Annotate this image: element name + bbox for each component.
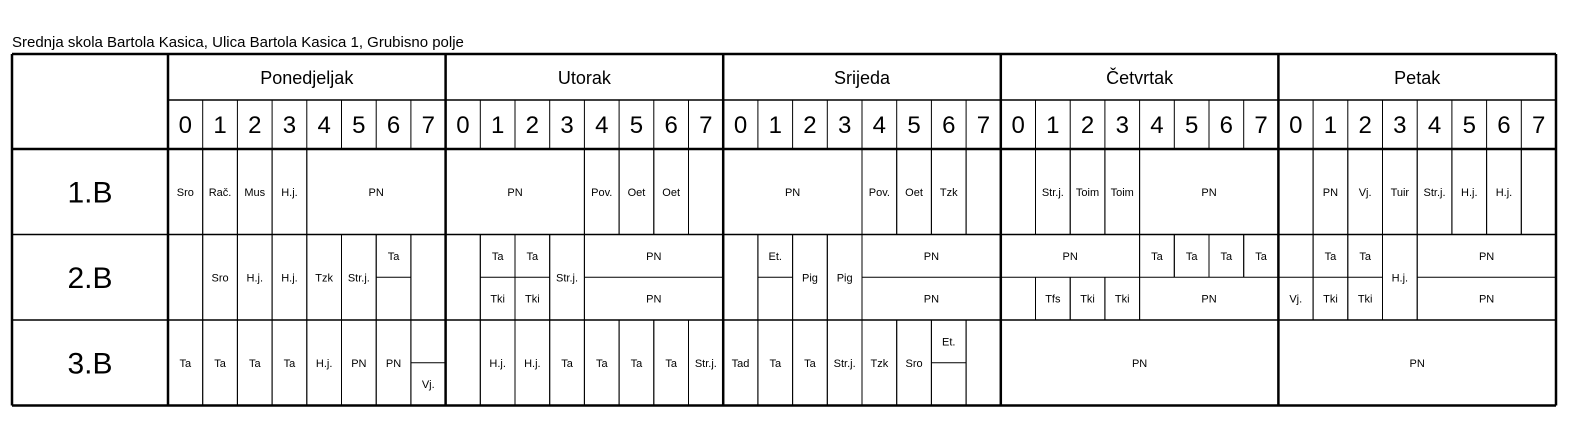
lesson-cell: Ta [1359, 250, 1371, 263]
period-header: 6 [664, 112, 678, 139]
period-header: 2 [1080, 112, 1095, 139]
lesson-cell: Tuir [1390, 186, 1410, 199]
period-header: 0 [456, 112, 470, 139]
period-header: 2 [803, 112, 817, 139]
lesson-cell: Ta [387, 250, 400, 263]
lesson-cell: PN [1062, 250, 1078, 263]
period-header: 1 [490, 112, 505, 139]
lesson-cell: H.j. [1495, 186, 1513, 199]
lesson-cell: Ta [283, 357, 296, 370]
lesson-cell: Oet [627, 186, 646, 199]
lesson-cell: H.j. [1391, 272, 1409, 285]
lesson-cell: PN [1409, 357, 1425, 370]
lesson-cell: Ta [248, 357, 261, 370]
period-header: 6 [1219, 112, 1234, 139]
day-header: Petak [1394, 68, 1441, 88]
period-header: 2 [248, 112, 262, 139]
lesson-cell: PN [368, 186, 384, 199]
lesson-cell: PN [385, 357, 402, 370]
period-header: 7 [421, 112, 435, 139]
day-header: Ponedjeljak [260, 68, 354, 88]
lesson-cell: Tki [1323, 293, 1338, 306]
lesson-cell: H.j. [315, 357, 333, 370]
lesson-cell: Sro [176, 186, 194, 199]
lesson-cell: Tki [1114, 293, 1130, 306]
lesson-cell: Pov. [591, 186, 613, 199]
period-header: 7 [699, 112, 713, 139]
period-header: 3 [837, 112, 852, 139]
day-header: Srijeda [833, 68, 891, 88]
lesson-cell: H.j. [1461, 186, 1478, 199]
lesson-cell: PN [1201, 186, 1217, 199]
period-header: 1 [1323, 112, 1338, 139]
period-header: 0 [1011, 112, 1025, 139]
lesson-cell: Tzk [870, 357, 889, 370]
period-header: 4 [595, 112, 609, 139]
lesson-cell: PN [1478, 250, 1495, 263]
lesson-cell: Oet [905, 186, 923, 199]
lesson-cell: Ta [665, 357, 677, 370]
period-header: 1 [1046, 112, 1060, 139]
lesson-cell: Tad [731, 357, 750, 370]
lesson-cell: PN [923, 293, 940, 306]
period-header: 4 [317, 112, 331, 139]
day-header: Četvrtak [1106, 68, 1174, 88]
period-header: 5 [352, 112, 366, 139]
lesson-cell: Ta [214, 357, 226, 370]
lesson-cell: H.j. [281, 186, 298, 199]
lesson-cell: Ta [1185, 250, 1198, 263]
lesson-cell: H.j. [246, 272, 263, 285]
lesson-cell: Str.j. [833, 357, 856, 370]
period-header: 7 [976, 112, 991, 139]
lesson-cell: Rač. [208, 186, 232, 199]
lesson-cell: Str.j. [694, 357, 717, 370]
lesson-cell: Pig [801, 272, 818, 285]
period-header: 3 [1393, 112, 1407, 139]
lesson-cell: Tzk [315, 272, 334, 285]
lesson-cell: PN [784, 186, 801, 199]
lesson-cell: PN [1478, 293, 1495, 306]
period-header: 4 [872, 112, 887, 139]
period-header: 3 [560, 112, 574, 139]
lesson-cell: PN [1201, 293, 1217, 306]
period-header: 3 [1115, 112, 1129, 139]
lesson-cell: Et. [942, 336, 956, 349]
lesson-cell: Sro [211, 272, 229, 285]
lesson-cell: Tfs [1045, 293, 1061, 306]
lesson-cell: Tki [1080, 293, 1095, 306]
class-label: 2.B [67, 261, 113, 295]
lesson-cell: Oet [662, 186, 681, 199]
lesson-cell: Pov. [868, 186, 890, 199]
period-header: 0 [733, 112, 748, 139]
lesson-cell: Pig [836, 272, 853, 285]
period-header: 6 [1497, 112, 1511, 139]
lesson-cell: H.j. [489, 357, 506, 370]
lesson-cell: H.j. [281, 272, 298, 285]
lesson-cell: Tki [525, 293, 540, 306]
lesson-cell: PN [923, 250, 940, 263]
day-header: Utorak [557, 68, 611, 88]
lesson-cell: PN [507, 186, 523, 199]
lesson-cell: Ta [1151, 250, 1163, 263]
period-header: 0 [178, 112, 193, 139]
period-header: 5 [629, 112, 644, 139]
lesson-cell: Vj. [421, 379, 435, 392]
lesson-cell: Str.j. [556, 272, 579, 285]
lesson-cell: Ta [595, 357, 608, 370]
lesson-cell: Sro [905, 357, 923, 370]
lesson-cell: PN [1131, 357, 1148, 370]
lesson-cell: H.j. [524, 357, 541, 370]
period-header: 7 [1531, 112, 1546, 139]
lesson-cell: Ta [179, 357, 192, 370]
lesson-cell: Ta [1255, 250, 1267, 263]
period-header: 5 [1184, 112, 1199, 139]
lesson-cell: PN [351, 357, 367, 370]
period-header: 2 [1358, 112, 1372, 139]
period-header: 0 [1289, 112, 1303, 139]
lesson-cell: Ta [769, 357, 782, 370]
period-header: 2 [525, 112, 540, 139]
document-title: Srednja skola Bartola Kasica, Ulica Bartola Kasica 1, Grubisno polje [12, 34, 464, 51]
lesson-cell: Str.j. [347, 272, 370, 285]
lesson-cell: PN [646, 293, 662, 306]
lesson-cell: Ta [1220, 250, 1233, 263]
period-header: 5 [1462, 112, 1476, 139]
class-label: 1.B [67, 176, 113, 210]
lesson-cell: Vj. [1358, 186, 1372, 199]
period-header: 4 [1427, 112, 1442, 139]
lesson-cell: Et. [768, 250, 782, 263]
lesson-cell: Mus [244, 186, 266, 199]
period-header: 6 [942, 112, 956, 139]
period-header: 5 [907, 112, 921, 139]
period-header: 1 [768, 112, 782, 139]
lesson-cell: Tzk [939, 186, 958, 199]
period-header: 3 [282, 112, 297, 139]
period-header: 1 [213, 112, 227, 139]
lesson-cell: Toim [1110, 186, 1134, 199]
period-header: 4 [1150, 112, 1164, 139]
lesson-cell: Ta [630, 357, 643, 370]
lesson-cell: PN [646, 250, 662, 263]
lesson-cell: Ta [526, 250, 539, 263]
lesson-cell: Tki [1357, 293, 1373, 306]
lesson-cell: Vj. [1289, 293, 1303, 306]
lesson-cell: Ta [491, 250, 504, 263]
lesson-cell: Toim [1075, 186, 1100, 199]
class-label: 3.B [67, 347, 113, 381]
lesson-cell: Str.j. [1041, 186, 1064, 199]
lesson-cell: Tki [490, 293, 505, 306]
lesson-cell: Ta [804, 357, 816, 370]
lesson-cell: Ta [1324, 250, 1337, 263]
period-header: 7 [1254, 112, 1268, 139]
lesson-cell: PN [1322, 186, 1339, 199]
lesson-cell: Str.j. [1423, 186, 1446, 199]
lesson-cell: Ta [561, 357, 573, 370]
period-header: 6 [386, 112, 401, 139]
